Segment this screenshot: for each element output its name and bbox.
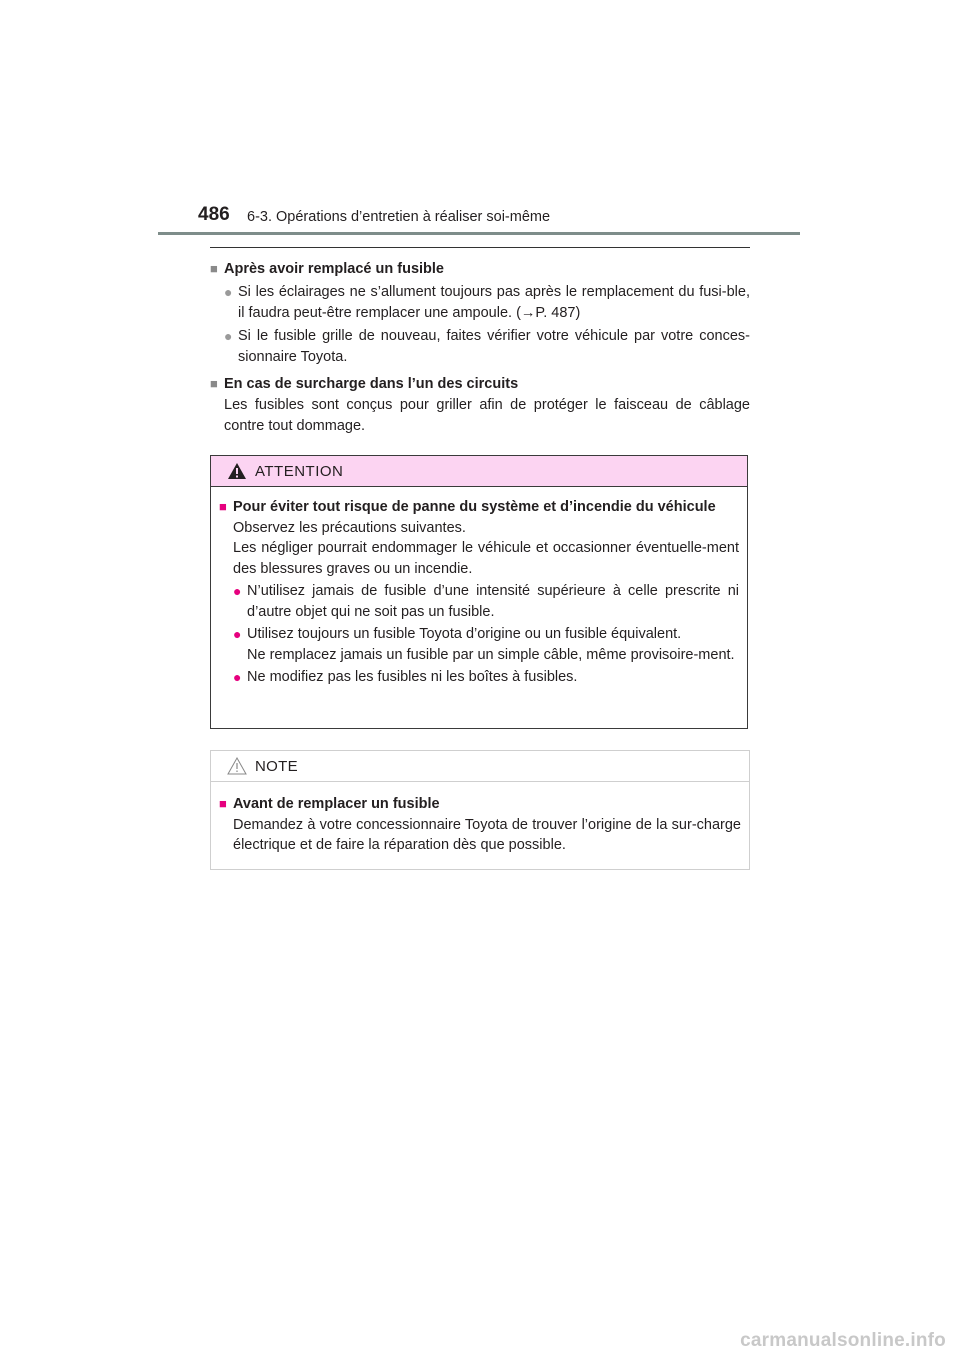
list-item-text: Si le fusible grille de nouveau, faites vérifier votre véhicule par votre conces-sionnaire Toyota. — [238, 328, 750, 365]
section-heading — [210, 258, 750, 280]
note-box — [210, 750, 750, 870]
note-label: NOTE — [255, 757, 298, 775]
list-item — [224, 326, 750, 368]
circle-bullet-icon: ● — [233, 669, 242, 685]
caution-triangle-icon — [227, 757, 247, 775]
section-title: Après avoir remplacé un fusible — [224, 261, 444, 277]
paragraph: Les fusibles sont conçus pour griller afin de protéger le faisceau de câblage contre tout dommage. — [224, 397, 750, 434]
square-bullet-icon: ■ — [210, 261, 218, 276]
note-title-text: Avant de remplacer un fusible — [233, 796, 440, 812]
list-item — [224, 282, 750, 324]
chapter-title: 6-3. Opérations d’entretien à réaliser soi-même — [247, 209, 551, 225]
list-item-text: N’utilisez jamais de fusible d’une intensité supérieure à celle prescrite ni d’autre objet qui ne soit pas un fusible. — [247, 583, 739, 620]
circle-bullet-icon: ● — [224, 328, 233, 344]
list-item-line: Utilisez toujours un fusible Toyota d’origine ou un fusible équivalent. — [247, 626, 682, 642]
list-item-text: Ne modifiez pas les fusibles ni les boîtes à fusibles. — [247, 669, 578, 685]
list-item-text — [247, 624, 739, 665]
circle-bullet-icon: ● — [233, 583, 242, 599]
list-item-text: Si les éclairages ne s’allument toujours pas après le remplacement du fusi-ble, il faudra peut-être remplacer une ampoule. (→P. 487) — [238, 284, 750, 321]
attention-title-text: Pour éviter tout risque de panne du système et d’incendie du véhicule — [233, 499, 716, 515]
section-title: En cas de surcharge dans l’un des circuits — [224, 376, 519, 392]
list-item — [233, 581, 739, 622]
warning-triangle-icon — [227, 462, 247, 480]
list-item-line: Ne remplacez jamais un fusible par un simple câble, même provisoire-ment. — [247, 646, 735, 663]
note-title — [219, 794, 741, 815]
circle-bullet-icon: ● — [233, 626, 242, 642]
list-item — [233, 667, 739, 688]
paragraph: Observez les précautions suivantes. — [233, 519, 466, 536]
square-bullet-icon: ■ — [219, 796, 227, 811]
page-number: 486 — [198, 204, 230, 225]
attention-label: ATTENTION — [255, 462, 344, 480]
attention-title — [219, 497, 739, 518]
attention-header — [211, 456, 747, 487]
paragraph: Les négliger pourrait endommager le véhicule et occasionner éventuelle-ment des blessures graves ou un incendie. — [233, 540, 739, 577]
main-content — [210, 258, 750, 437]
paragraph: Demandez à votre concessionnaire Toyota de trouver l’origine de la sur-charge électrique et de faire la réparation dès que possible. — [233, 816, 741, 853]
note-header — [211, 751, 749, 782]
watermark: carmanualsonline.info — [740, 1330, 946, 1351]
circle-bullet-icon: ● — [224, 284, 233, 300]
section-rule — [210, 247, 750, 248]
square-bullet-icon: ■ — [210, 376, 218, 391]
list-item — [233, 624, 739, 665]
attention-box — [210, 455, 748, 729]
header-rule — [158, 232, 800, 235]
section-heading — [210, 373, 750, 395]
square-bullet-icon: ■ — [219, 499, 227, 514]
